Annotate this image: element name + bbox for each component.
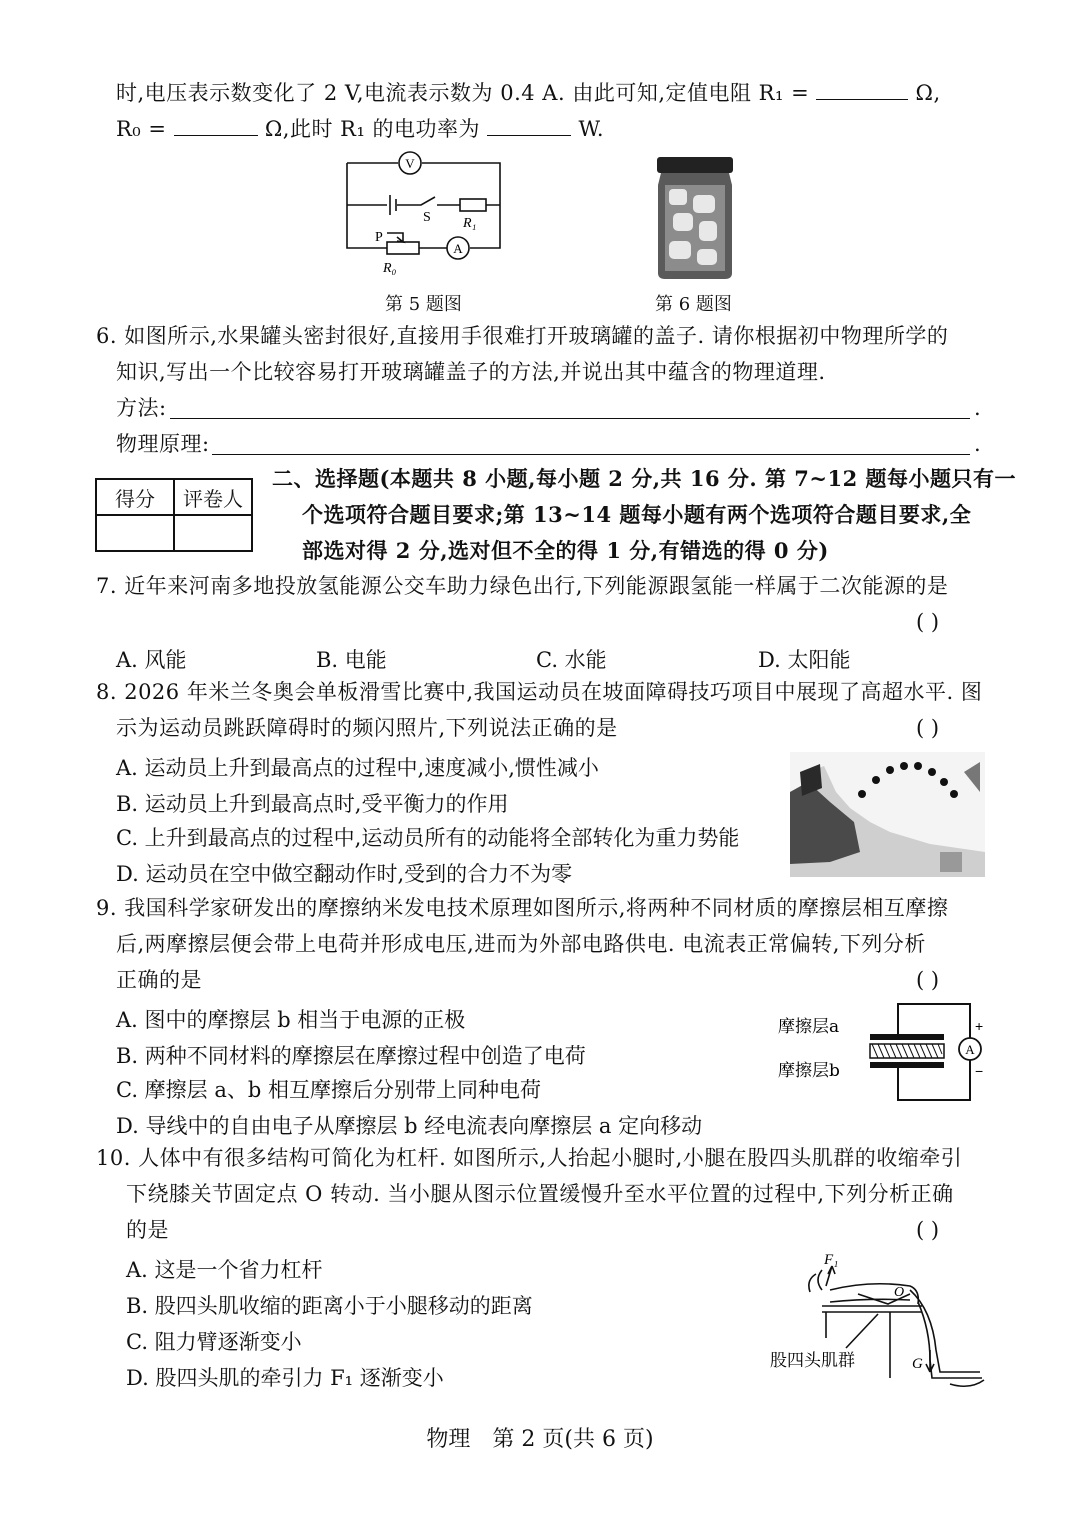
q9-ammeter-label: A xyxy=(965,1042,975,1057)
score-header: 得分 xyxy=(96,479,174,515)
q6-figure-caption: 第 6 题图 xyxy=(655,294,732,315)
q5-line2-unit: W. xyxy=(578,117,605,142)
q10-answer-bracket[interactable]: ( ) xyxy=(916,1218,940,1242)
q10-option-d: D. 股四头肌的牵引力 F₁ 逐渐变小 xyxy=(126,1366,444,1390)
q9-minus-label: − xyxy=(975,1063,984,1079)
section2-heading-line3: 部选对得 2 分,选对但不全的得 1 分,有错选的得 0 分) xyxy=(302,538,829,563)
q7-option-b: B. 电能 xyxy=(316,648,387,672)
voltmeter-label: V xyxy=(405,156,415,171)
q8-line1: 8. 2026 年米兰冬奥会单板滑雪比赛中,我国运动员在坡面障碍技巧项目中展现了高超水平. 图 xyxy=(96,680,983,704)
q8-option-c: C. 上升到最高点的过程中,运动员所有的动能将全部转化为重力势能 xyxy=(116,826,740,850)
q5-line2 xyxy=(116,112,604,142)
q8-answer-bracket[interactable]: ( ) xyxy=(916,716,940,740)
q9-line3: 正确的是 xyxy=(116,968,202,992)
slider-p-label: P xyxy=(375,230,383,245)
q9-answer-bracket[interactable]: ( ) xyxy=(916,968,940,992)
r1-answer-blank[interactable] xyxy=(816,76,908,100)
q9-option-c: C. 摩擦层 a、b 相互摩擦后分别带上同种电荷 xyxy=(116,1078,541,1102)
q6-line2: 知识,写出一个比较容易打开玻璃罐盖子的方法,并说出其中蕴含的物理道理. xyxy=(116,360,826,384)
power-answer-blank[interactable] xyxy=(487,112,571,136)
q5-line1-text: 时,电压表示数变化了 2 V,电流表示数为 0.4 A. 由此可知,定值电阻 R₁ = xyxy=(116,81,810,106)
r1-label: R₁ xyxy=(463,216,477,231)
q10-line2: 下绕膝关节固定点 O 转动. 当小腿从图示位置缓慢升至水平位置的过程中,下列分析正确 xyxy=(126,1182,954,1206)
friction-generator-diagram xyxy=(770,996,990,1116)
leg-lever-diagram xyxy=(770,1250,995,1390)
q6-method-end-mark: . xyxy=(974,396,982,420)
grader-header: 评卷人 xyxy=(174,479,252,515)
q5-r0-label: R₀ = xyxy=(116,117,167,142)
switch-label: S xyxy=(423,210,431,225)
grader-cell[interactable] xyxy=(174,515,252,551)
section2-heading-line2: 个选项符合题目要求;第 13~14 题每小题有两个选项符合题目要求,全 xyxy=(302,502,972,527)
ammeter-label: A xyxy=(453,241,463,256)
r0-label: R₀ xyxy=(383,261,397,276)
q8-option-b: B. 运动员上升到最高点时,受平衡力的作用 xyxy=(116,792,509,816)
section2-heading-line1: 二、选择题(本题共 8 小题,每小题 2 分,共 16 分. 第 7~12 题每小题只有一 xyxy=(272,466,1017,491)
q6-principle-end-mark: . xyxy=(974,432,982,456)
q6-method-answer-line[interactable] xyxy=(170,417,970,419)
q6-method-label: 方法: xyxy=(116,396,167,420)
q10-option-a: A. 这是一个省力杠杆 xyxy=(126,1258,323,1282)
q6-principle-answer-line[interactable] xyxy=(212,453,970,455)
q10-option-b: B. 股四头肌收缩的距离小于小腿移动的距离 xyxy=(126,1294,533,1318)
q5-line1 xyxy=(116,76,941,106)
q9-line2: 后,两摩擦层便会带上电荷并形成电压,进而为外部电路供电. 电流表正常偏转,下列分析 xyxy=(116,932,926,956)
q7-option-a: A. 风能 xyxy=(116,648,187,672)
q10-line3: 的是 xyxy=(126,1218,169,1242)
q9-option-d: D. 导线中的自由电子从摩擦层 b 经电流表向摩擦层 a 定向移动 xyxy=(116,1114,703,1138)
q7-answer-bracket[interactable]: ( ) xyxy=(916,610,940,634)
q5-figure-caption: 第 5 题图 xyxy=(385,294,462,315)
pivot-o-label: O xyxy=(894,1285,905,1300)
friction-layer-a-label: 摩擦层a xyxy=(778,1017,840,1037)
q10-option-c: C. 阻力臂逐渐变小 xyxy=(126,1330,302,1354)
jar-photo xyxy=(655,155,735,281)
score-table xyxy=(95,478,253,552)
q9-line1: 9. 我国科学家研发出的摩擦纳米发电技术原理如图所示,将两种不同材质的摩擦层相互摩擦 xyxy=(96,896,949,920)
f1-force-label: F₁ xyxy=(824,1252,839,1268)
q7-stem: 7. 近年来河南多地投放氢能源公交车助力绿色出行,下列能源跟氢能一样属于二次能源的是 xyxy=(96,574,949,598)
q10-line1: 10. 人体中有很多结构可简化为杠杆. 如图所示,人抬起小腿时,小腿在股四头肌群的收缩牵引 xyxy=(96,1146,963,1170)
friction-layer-b-label: 摩擦层b xyxy=(778,1061,840,1081)
snowboard-stroboscopic-photo xyxy=(790,752,985,877)
q9-option-a: A. 图中的摩擦层 b 相当于电源的正极 xyxy=(116,1008,466,1032)
q6-principle-label: 物理原理: xyxy=(116,432,210,456)
r0-answer-blank[interactable] xyxy=(174,112,258,136)
quadriceps-label: 股四头肌群 xyxy=(770,1351,855,1371)
page-footer: 物理 第 2 页(共 6 页) xyxy=(426,1427,654,1452)
q8-line2: 示为运动员跳跃障碍时的频闪照片,下列说法正确的是 xyxy=(116,716,618,740)
q6-line1: 6. 如图所示,水果罐头密封很好,直接用手很难打开玻璃罐的盖子. 请你根据初中物理所学的 xyxy=(96,324,949,348)
q7-option-d: D. 太阳能 xyxy=(758,648,851,672)
score-cell[interactable] xyxy=(96,515,174,551)
gravity-g-label: G xyxy=(912,1356,923,1372)
q5-line2-text: Ω,此时 R₁ 的电功率为 xyxy=(264,117,481,142)
q9-plus-label: + xyxy=(975,1018,984,1034)
q8-option-d: D. 运动员在空中做空翻动作时,受到的合力不为零 xyxy=(116,862,573,886)
q7-option-c: C. 水能 xyxy=(536,648,607,672)
q8-option-a: A. 运动员上升到最高点的过程中,速度减小,惯性减小 xyxy=(116,756,599,780)
q5-circuit-diagram xyxy=(335,145,515,280)
q9-option-b: B. 两种不同材料的摩擦层在摩擦过程中创造了电荷 xyxy=(116,1044,586,1068)
q5-line1-unit: Ω, xyxy=(915,81,941,106)
